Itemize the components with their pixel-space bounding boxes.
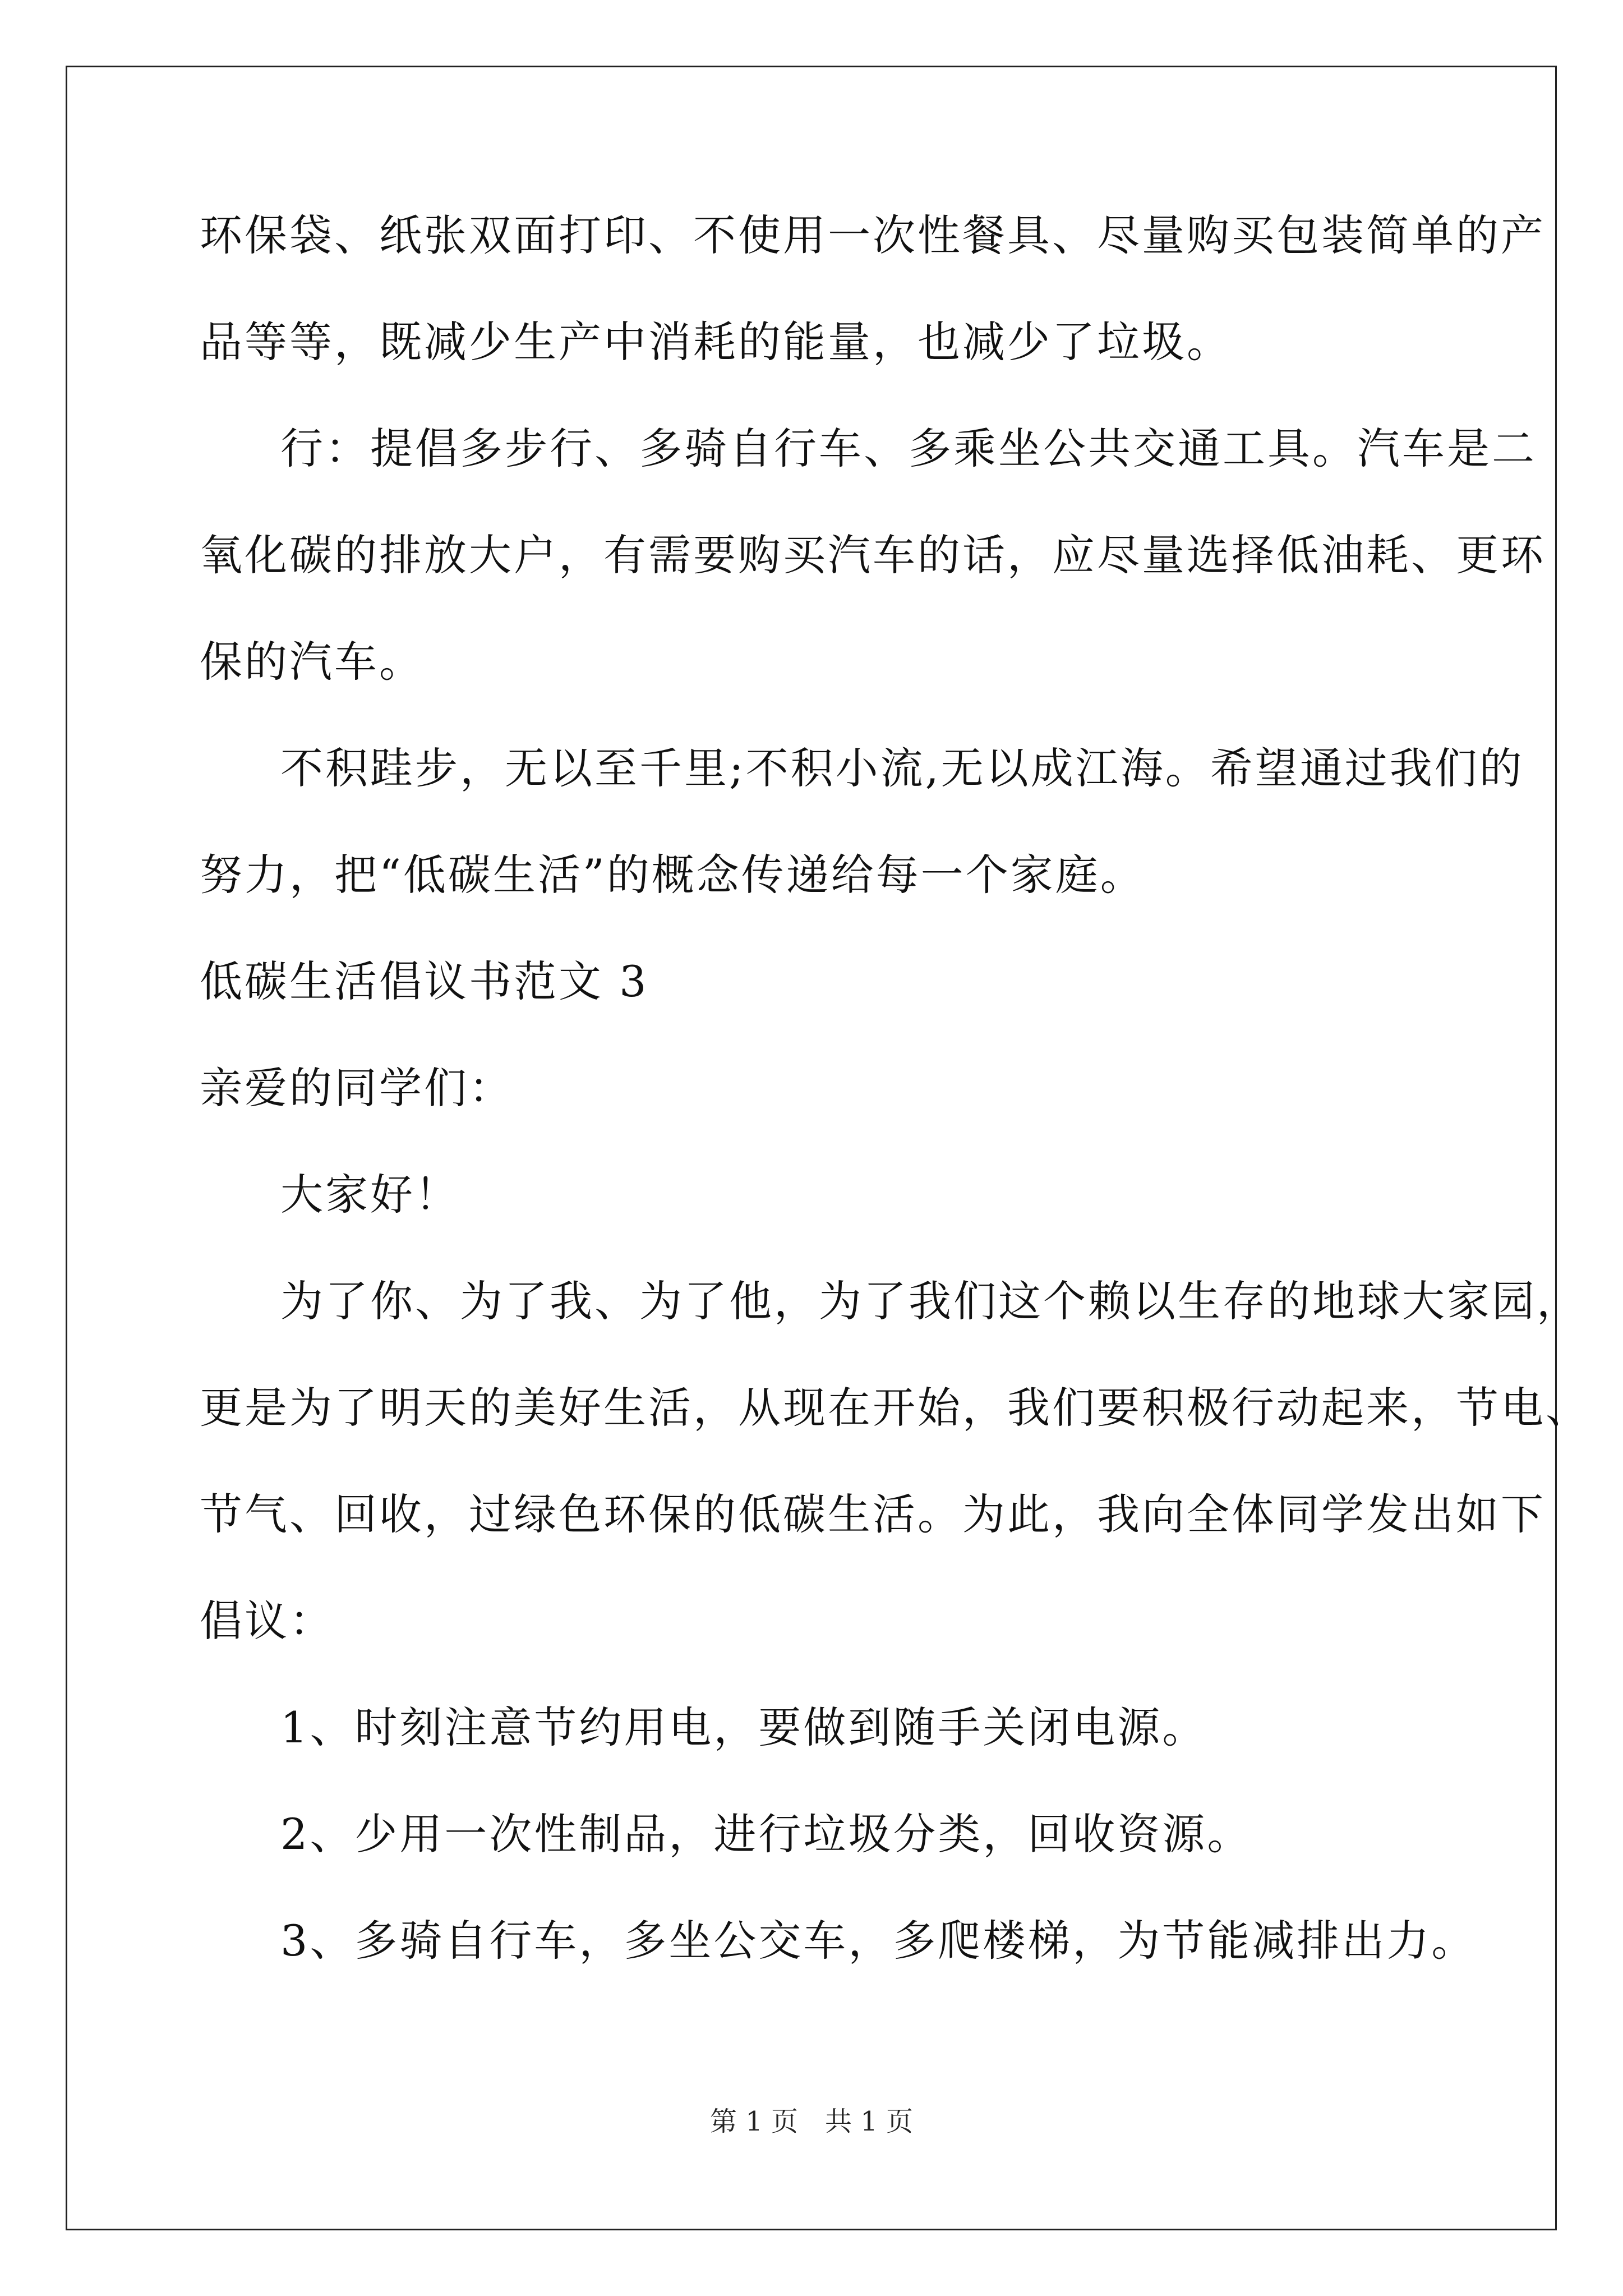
list-item: 2、少用一次性制品，进行垃圾分类，回收资源。: [280, 1809, 1252, 1859]
greeting: 大家好！: [280, 1170, 460, 1220]
salutation: 亲爱的同学们：: [200, 1063, 514, 1113]
section-heading: 低碳生活倡议书范文 3: [200, 956, 649, 1006]
list-item: 3、多骑自行车，多坐公交车，多爬楼梯，为节能减排出力。: [280, 1916, 1477, 1966]
list-item: 1、时刻注意节约用电，要做到随手关闭电源。: [280, 1703, 1207, 1752]
page-footer: 第 1 页 共 1 页: [709, 2106, 914, 2137]
body-line: 倡议：: [200, 1596, 334, 1646]
body-line: 更是为了明天的美好生活，从现在开始，我们要积极行动起来，节电、: [200, 1383, 1590, 1433]
body-line: 节气、回收，过绿色环保的低碳生活。为此，我向全体同学发出如下: [200, 1489, 1546, 1539]
body-line: 保的汽车。: [200, 637, 424, 687]
body-line: 行：提倡多步行、多骑自行车、多乘坐公共交通工具。汽车是二: [280, 424, 1537, 473]
body-line: 环保袋、纸张双面打印、不使用一次性餐具、尽量购买包装简单的产: [200, 210, 1546, 260]
body-line: 不积跬步，无以至千里;不积小流,无以成江海。希望通过我们的: [280, 743, 1524, 793]
body-line: 为了你、为了我、为了他，为了我们这个赖以生存的地球大家园，: [280, 1276, 1581, 1326]
body-line: 氧化碳的排放大户，有需要购买汽车的话，应尽量选择低油耗、更环: [200, 530, 1546, 580]
body-line: 品等等，既减少生产中消耗的能量，也减少了垃圾。: [200, 317, 1232, 367]
body-line: 努力，把“低碳生活”的概念传递给每一个家庭。: [200, 850, 1145, 900]
page-border: [66, 66, 1557, 2230]
